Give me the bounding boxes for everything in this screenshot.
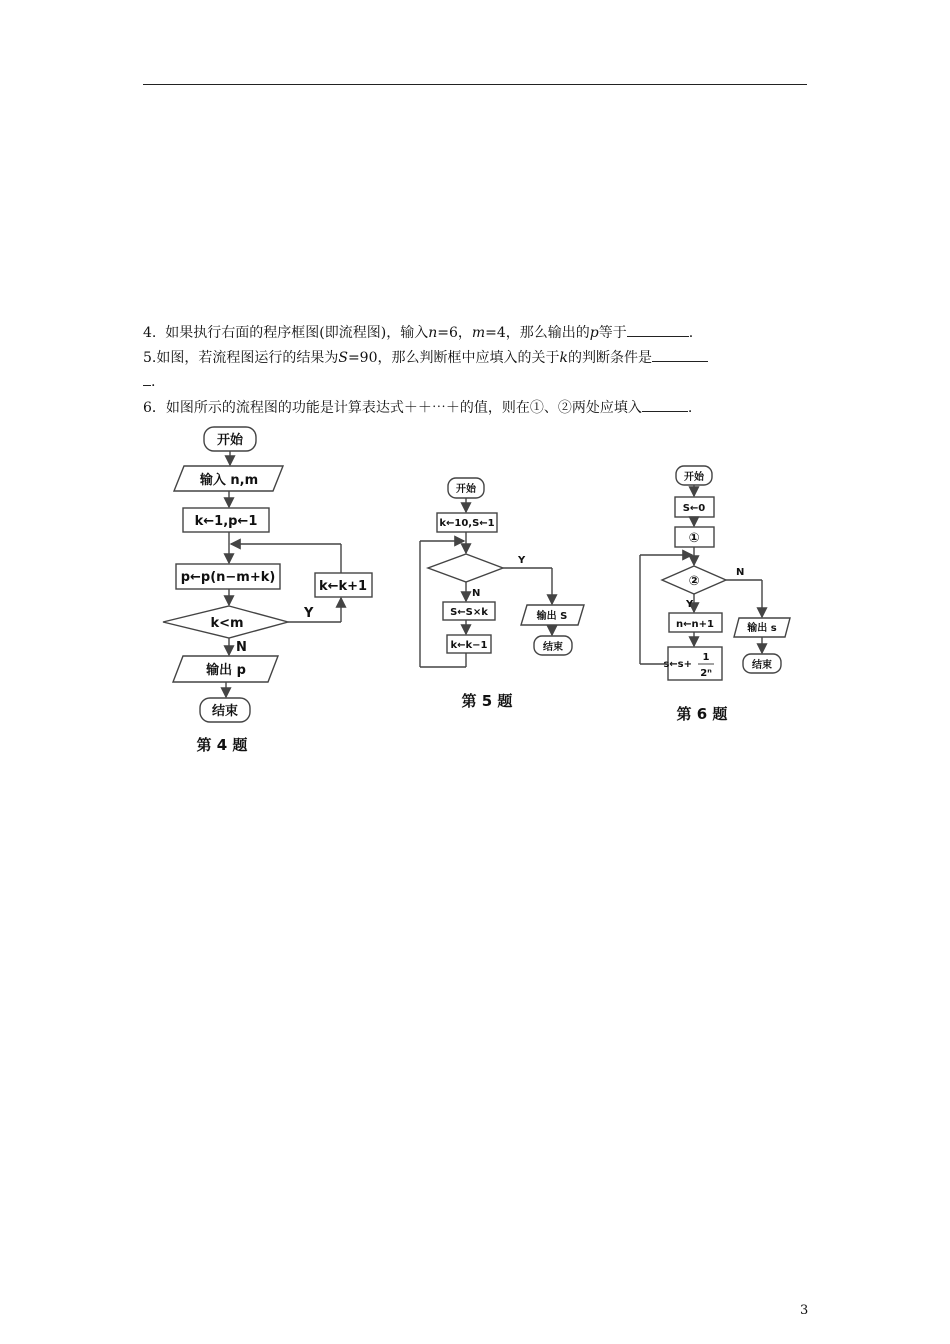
- fc6-blank2-label: ②: [688, 574, 700, 589]
- fc5-start-label: 开始: [456, 484, 476, 495]
- fc5-caption: 第 5 题: [461, 692, 513, 710]
- fc6-inc-label: n←n+1: [676, 619, 714, 630]
- fc6-caption: 第 6 题: [676, 705, 728, 723]
- fc5-init-label: k←10,S←1: [439, 518, 495, 529]
- fc5-cond: [428, 554, 503, 582]
- fc6-init-label: S←0: [682, 503, 706, 514]
- fc4-input-label: 输入 n,m: [199, 473, 259, 488]
- fc5-dec-label: k←k−1: [450, 640, 488, 651]
- question-6: 6．如图所示的流程图的功能是计算表达式＋＋⋯＋的值，则在①、②两处应填入 .: [143, 397, 813, 418]
- fc6-blank1-label: ①: [688, 531, 700, 546]
- fc4-cond-label: k<m: [210, 616, 244, 631]
- flowchart-q4: [163, 427, 372, 754]
- fc5-mult-label: S←S×k: [450, 607, 488, 618]
- fc4-update-label: p←p(n−m+k): [180, 570, 276, 585]
- fc5-yes: Y: [518, 555, 526, 566]
- fc4-init-label: k←1,p←1: [194, 514, 258, 529]
- question-5: 5.如图，若流程图运行的结果为S=90，那么判断框中应填入的关于k的判断条件是: [143, 347, 813, 368]
- question-5-cont: .: [143, 371, 813, 392]
- page-number: 3: [800, 1303, 809, 1318]
- fc5-no: N: [472, 588, 481, 599]
- fc4-end-label: 结束: [211, 704, 239, 719]
- fc5-output-label: 输出 S: [536, 611, 568, 622]
- fc4-inc-label: k←k+1: [318, 579, 368, 594]
- flowchart-q6: [640, 466, 790, 723]
- fc6-end-label: 结束: [752, 660, 772, 671]
- fc4-no: N: [236, 640, 247, 655]
- flowchart-q5: [420, 478, 584, 710]
- question-4: 4. 如果执行右面的程序框图(即流程图)，输入n=6，m=4，那么输出的p等于 .: [143, 322, 813, 343]
- fc4-start-label: 开始: [216, 433, 244, 448]
- fc6-no: N: [736, 567, 745, 578]
- fc4-caption: 第 4 题: [196, 736, 248, 754]
- fc6-yes: Y: [686, 599, 694, 610]
- fc4-yes: Y: [304, 606, 314, 621]
- fc6-start-label: 开始: [684, 472, 704, 483]
- fc6-output-label: 输出 s: [747, 623, 777, 634]
- fc4-output-label: 输出 p: [206, 663, 246, 678]
- fc5-end-label: 结束: [543, 642, 563, 653]
- fc6-sum-label: s←s+: [663, 659, 692, 670]
- fc6-frac-den: 2ⁿ: [700, 668, 712, 679]
- fc6-frac-num: 1: [702, 652, 710, 663]
